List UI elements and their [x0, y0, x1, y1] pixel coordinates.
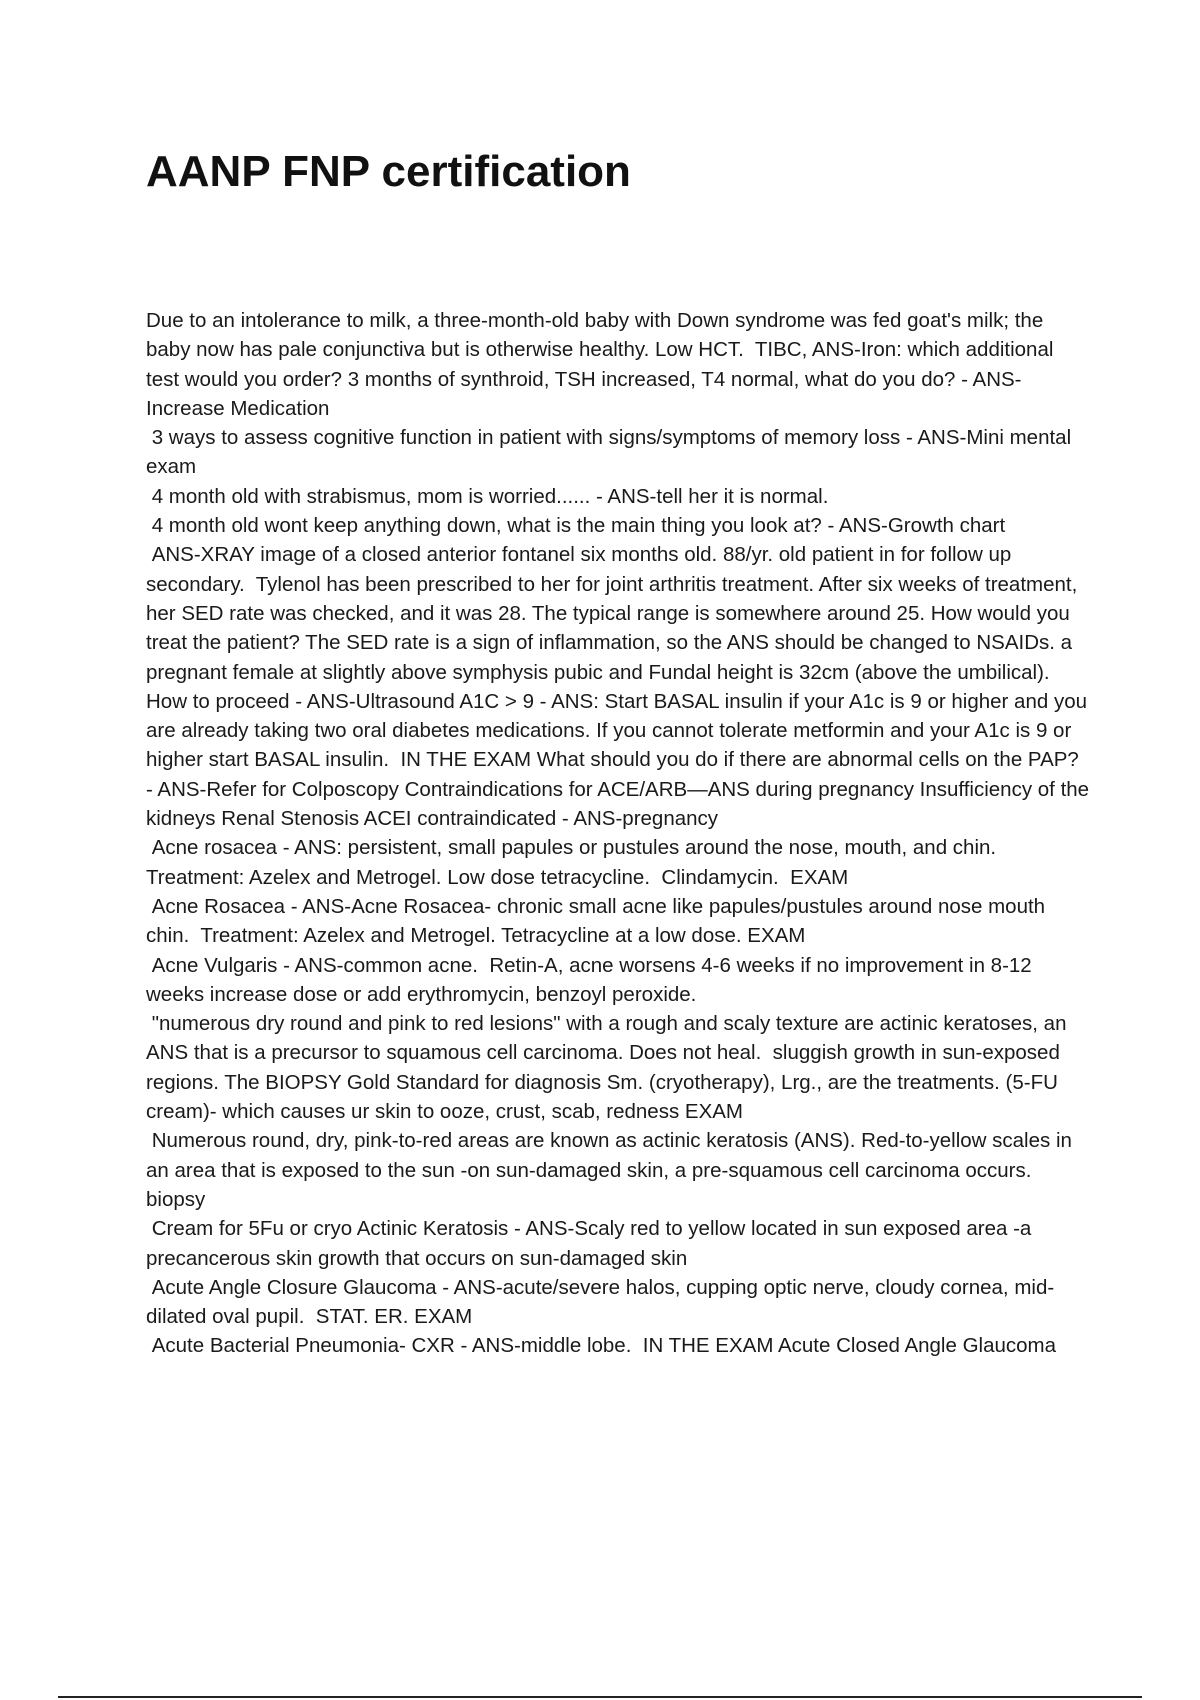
- paragraph-5fu-cream: Cream for 5Fu or cryo Actinic Keratosis - ANS-Scaly red to yellow located in sun exposed area -a precancerous skin growth that occurs on sun-damaged skin: [146, 1217, 1038, 1270]
- paragraph-growth-chart: 4 month old wont keep anything down, what is the main thing you look at? - ANS-Growth chart: [146, 514, 1006, 538]
- paragraph-strabismus: 4 month old with strabismus, mom is worried...... - ANS-tell her it is normal.: [146, 484, 829, 508]
- document-body: [146, 306, 1095, 1361]
- paragraph-cognitive-function: 3 ways to assess cognitive function in patient with signs/symptoms of memory loss - ANS-Mini mental exam: [146, 426, 1077, 479]
- paragraph-actinic-keratosis: Numerous round, dry, pink-to-red areas are known as actinic keratosis (ANS). Red-to-yellow scales in an area that is exposed to the sun -on sun-damaged skin, a pre-squamous cell carcinoma occurs. biopsy: [146, 1129, 1078, 1211]
- paragraph-acne-rosacea-1: Acne rosacea - ANS: persistent, small papules or pustules around the nose, mouth, and chin. Treatment: Azelex and Metrogel. Low dose tetracycline. Clindamycin. EXAM: [146, 836, 1002, 889]
- paragraph-acne-rosacea-2: Acne Rosacea - ANS-Acne Rosacea- chronic small acne like papules/pustules around nose mouth chin. Treatment: Azelex and Metrogel. Tetracycline at a low dose. EXAM: [146, 894, 1051, 948]
- paragraph-fontanel-sed-a1c: ANS-XRAY image of a closed anterior fontanel six months old. 88/yr. old patient in for follow up secondary. Tylenol has been prescribed to her for joint arthritis treatment. After six weeks of treatment, her SED rate was checked, and it was 28. The typical range is somewhere around 25. How would you treat the patient? The SED rate is a sign of inflammation, so the ANS should be changed to NSAIDs. a pregnant female at slightly above symphysis pubic and Fundal height is 32cm (above the umbilical). How to proceed - ANS-Ultrasound A1C > 9 - ANS: Start BASAL insulin if your A1c is 9 or higher and you are already taking two oral diabetes medications. If you cannot tolerate metformin and your A1c is 9 or higher start BASAL insulin. IN THE EXAM What should you do if there are abnormal cells on the PAP? - ANS-Refer for Colposcopy Contraindications for ACE/ARB—ANS during pregnancy Insufficiency of the kidneys Renal Stenosis ACEI contraindicated - ANS-pregnancy: [146, 543, 1095, 831]
- paragraph-acne-vulgaris: Acne Vulgaris - ANS-common acne. Retin-A, acne worsens 4-6 weeks if no improvement in 8-12 weeks increase dose or add erythromycin, benzoyl peroxide.: [146, 953, 1038, 1006]
- footer-divider: [58, 1696, 1142, 1698]
- paragraph-iron-synthroid: Due to an intolerance to milk, a three-month-old baby with Down syndrome was fed goat's milk; the baby now has pale conjunctiva but is otherwise healthy. Low HCT. TIBC, ANS-Iron: which additional test would you order? 3 months of synthroid, TSH increased, T4 normal, what do you do? - ANS-Increase Medication: [146, 309, 1060, 420]
- document-title: AANP FNP certification: [146, 147, 631, 196]
- paragraph-bacterial-pneumonia: Acute Bacterial Pneumonia- CXR - ANS-middle lobe. IN THE EXAM Acute Closed Angle Glaucoma: [146, 1334, 1057, 1358]
- paragraph-actinic-keratoses: "numerous dry round and pink to red lesions" with a rough and scaly texture are actinic keratoses, an ANS that is a precursor to squamous cell carcinoma. Does not heal. sluggish growth in sun-exposed regions. The BIOPSY Gold Standard for diagnosis Sm. (cryotherapy), Lrg., are the treatments. (5-FU cream)- which causes ur skin to ooze, crust, scab, redness EXAM: [146, 1012, 1072, 1124]
- paragraph-acute-glaucoma: Acute Angle Closure Glaucoma - ANS-acute/severe halos, cupping optic nerve, cloudy cornea, mid-dilated oval pupil. STAT. ER. EXAM: [146, 1275, 1055, 1329]
